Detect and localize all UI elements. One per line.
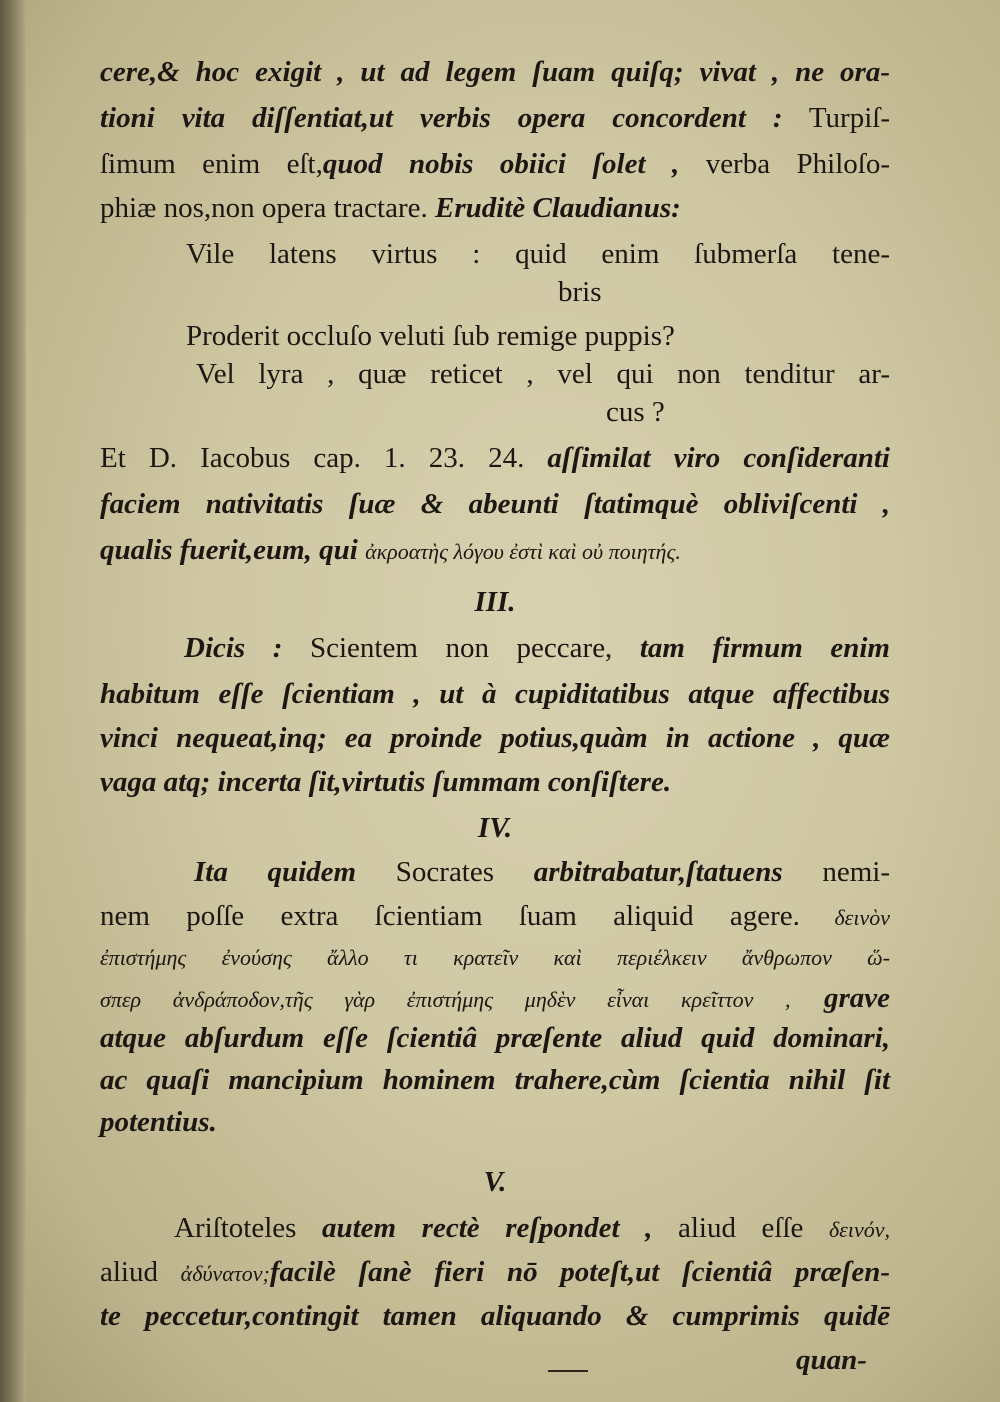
greek-line: ἐπιστήμης ἐνούσης ἄλλο τι κρατεῖν καὶ περιέλκειν ἄνθρωπον ὥ- bbox=[100, 945, 890, 970]
text-line: vinci nequeat,inq; ea proinde potius,quàm in actione , quæ bbox=[100, 722, 890, 754]
text-line: atque abſurdum eſſe ſcientiâ præſente aliud quid dominari, bbox=[100, 1022, 890, 1054]
page-gutter bbox=[0, 0, 26, 1402]
verse-line: bris bbox=[558, 276, 602, 308]
text-line: cere,& hoc exigit , ut ad legem ſuam quiſq; vivat , ne ora- bbox=[100, 56, 890, 88]
text-line: potentius. bbox=[100, 1106, 217, 1138]
text-line: ſimum enim eſt,quod nobis obiici ſolet , verba Philoſo- bbox=[100, 148, 891, 180]
verse-line: Proderit occluſo veluti ſub remige puppis? bbox=[186, 320, 675, 352]
text-line: phiæ nos,non opera tractare. Eruditè Claudianus: bbox=[100, 192, 681, 224]
text-line: tioni vita diſſentiat,ut verbis opera concordent : Turpiſ- bbox=[100, 102, 890, 134]
text-line: aliud ἀδύνατον;facilè ſanè fieri nō poteſt,ut ſcientiâ præſen- bbox=[100, 1256, 890, 1288]
verse-line: Vile latens virtus : quid enim ſubmerſa tene- bbox=[186, 238, 890, 270]
text-line: qualis fuerit,eum, qui ἀκροατὴς λόγου ἐστὶ καὶ οὐ ποιητής. bbox=[100, 534, 681, 566]
verse-line: Vel lyra , quæ reticet , vel qui non tenditur ar- bbox=[196, 358, 890, 390]
text-line: Et D. Iacobus cap. 1. 23. 24. aſſimilat viro conſideranti bbox=[100, 442, 890, 474]
catchword: quan- bbox=[796, 1344, 867, 1376]
section-number: V. bbox=[483, 1166, 507, 1198]
text-line: te peccetur,contingit tamen aliquando & cumprimis quidē bbox=[100, 1300, 890, 1332]
verse-line: cus ? bbox=[606, 396, 665, 428]
section-number: III. bbox=[474, 586, 516, 618]
page-mark bbox=[548, 1370, 588, 1372]
text-line: Ariſtoteles autem rectè reſpondet , aliud eſſe δεινόν, bbox=[174, 1212, 890, 1244]
text-line: faciem nativitatis ſuæ & abeunti ſtatimquè obliviſcenti , bbox=[100, 488, 890, 520]
greek-line: σπερ ἀνδράποδον,τῆς γὰρ ἐπιστήμης μηδὲν εἶναι κρεῖττον , grave bbox=[100, 982, 891, 1014]
section-number: IV. bbox=[477, 812, 513, 844]
text-line: nem poſſe extra ſcientiam ſuam aliquid agere. δεινὸν bbox=[100, 900, 890, 932]
text-line: Dicis : Scientem non peccare, tam firmum enim bbox=[184, 632, 890, 664]
text-line: ac quaſi mancipium hominem trahere,cùm ſcientia nihil ſit bbox=[100, 1064, 890, 1096]
text-line: vaga atq; incerta ſit,virtutis ſummam conſiſtere. bbox=[100, 766, 672, 798]
text-line: habitum eſſe ſcientiam , ut à cupiditatibus atque affectibus bbox=[100, 678, 890, 710]
text-line: Ita quidem Socrates arbitrabatur,ſtatuens nemi- bbox=[194, 856, 890, 888]
